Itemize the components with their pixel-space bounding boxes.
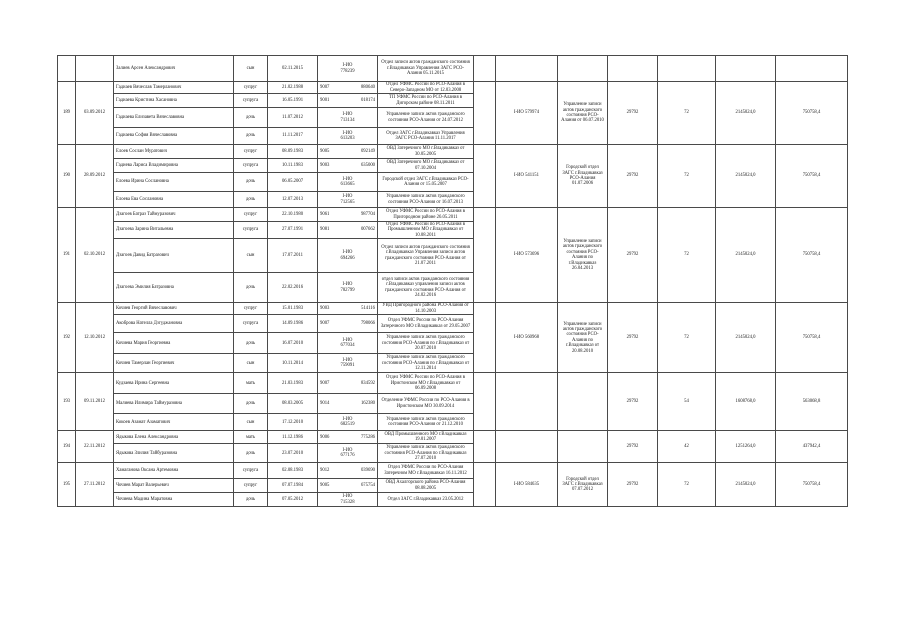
document-number-cell	[318, 373, 378, 394]
document-number-cell	[318, 273, 378, 303]
document-series: 9007	[320, 321, 330, 327]
record-date-cell: 02.10.2012	[76, 208, 114, 303]
document-number-cell	[318, 431, 378, 444]
document-number: 775286	[360, 434, 375, 440]
birth-date-cell: 21.03.1983	[268, 373, 318, 394]
certificate-cell: I-ИО 560968	[496, 303, 558, 373]
relation-cell: дочь	[234, 444, 268, 463]
birth-date-cell: 23.07.2010	[268, 444, 318, 463]
member-name-cell: Малиева Илимира Таймуразовна	[114, 394, 234, 414]
document-series: I-ИО	[342, 494, 353, 500]
issued-by-cell: Отдел ЗАГС г.Владикавказ 23.05.2012	[378, 493, 474, 507]
member-name-cell: Кочиев Георгий Вячеславович	[114, 303, 234, 315]
subsidy-cell: 750758,4	[776, 145, 848, 208]
document-number-cell	[318, 82, 378, 94]
document-number-cell	[318, 239, 378, 273]
member-name-cell: Елоева Ева Сослановна	[114, 192, 234, 208]
subsidy-cell: 750758,4	[776, 82, 848, 145]
birth-date-cell: 11.12.1986	[268, 431, 318, 444]
document-number: 007662	[360, 227, 375, 233]
issued-by-cell: Отдел УФМС России по РСО-Алания в Промышленном МО г.Владикавказ от 10.08.2011	[378, 222, 474, 239]
document-number-cell	[318, 493, 378, 507]
record-date-cell: 27.11.2012	[76, 463, 114, 507]
issued-by-cell: ОВД Затеречного МО г.Владикавказ от 07.10.2004	[378, 159, 474, 173]
relation-cell: мать	[234, 373, 268, 394]
member-name-cell: Хамаганова Оксана Артемовна	[114, 463, 234, 479]
area-cell	[608, 56, 658, 82]
issued-by-cell: Отдел УФМС России по РСО-Алания Затеречного МО г.Владикавказ от 29.05.2007	[378, 315, 474, 333]
record-number-cell: 190	[58, 145, 76, 208]
document-number-cell	[318, 315, 378, 333]
decision-cell: Городской отдел ЗАГС г.Владикавказ 07.07.2012	[558, 463, 608, 507]
area-cell: 29792	[608, 82, 658, 145]
table-row	[58, 82, 848, 94]
birth-date-cell: 27.07.1991	[268, 222, 318, 239]
empty-cell	[474, 208, 496, 303]
certificate-cell: I-ИО 579974	[496, 82, 558, 145]
document-series: 9012	[320, 468, 330, 474]
document-number: 677176	[340, 453, 355, 459]
member-name-cell: Чочиев Марат Валерьевич	[114, 479, 234, 493]
document-series: 9001	[320, 97, 330, 103]
document-number: 682519	[340, 422, 355, 428]
record-date-cell: 28.09.2012	[76, 145, 114, 208]
decision-cell: Городской отдел ЗАГС г.Владикавказ РСО-Алания 01.07.2006	[558, 145, 608, 208]
birth-date-cell: 17.12.2010	[268, 414, 318, 431]
issued-by-cell: ОВД Ахалгорского района РСО-Алания 08.08.2005	[378, 479, 474, 493]
issued-by-cell: ОВД Затеречного МО г.Владикавказ от 30.05.2005	[378, 145, 474, 159]
relation-cell: дочь	[234, 273, 268, 303]
document-series: 9014	[320, 401, 330, 407]
certificate-cell	[496, 373, 558, 431]
birth-date-cell: 02.11.2015	[268, 56, 318, 82]
birth-date-cell: 11.07.2012	[268, 108, 318, 128]
birth-date-cell: 16.07.2010	[268, 333, 318, 354]
issued-by-cell: ОВД Промышленного МО г.Владикавказ 19.01.2007	[378, 431, 474, 444]
member-name-cell: Гадиаев Вячеслав Тамерланович	[114, 82, 234, 94]
document-number-cell	[318, 414, 378, 431]
document-number-cell	[318, 333, 378, 354]
member-name-cell: Ядыкова Елена Александровна	[114, 431, 234, 444]
birth-date-cell: 15.01.1983	[268, 303, 318, 315]
document-number: 778239	[340, 68, 355, 74]
issued-by-cell: Отдел УФМС России по РСО-Алания в Пригородном районе 26.05.2011	[378, 208, 474, 222]
relation-cell: дочь	[234, 333, 268, 354]
document-number-cell	[318, 303, 378, 315]
area-cell: 29792	[608, 208, 658, 303]
document-number: 613203	[340, 136, 355, 141]
member-name-cell: Дзагоева Зарина Витальевна	[114, 222, 234, 239]
document-series: I-ИО	[342, 130, 353, 136]
issued-by-cell: Отдел УФМС России по РСО-Алания Затеречном МО г.Владикавказ 16.11.2012	[378, 463, 474, 479]
document-number: 987704	[360, 211, 375, 217]
empty-cell	[474, 56, 496, 82]
issued-by-cell: Управление записи актов гражданского состояния РСО-Алания от 16.07.2013	[378, 192, 474, 208]
document-number: 782799	[340, 287, 355, 293]
relation-cell: дочь	[234, 394, 268, 414]
relation-cell: сын	[234, 239, 268, 273]
subsidy-cell: 750758,4	[776, 208, 848, 303]
table-row	[58, 303, 848, 315]
issued-by-cell: Управление записи актов гражданского состояния РСО-Алания по г.Владикавказ от 12.11.2014	[378, 354, 474, 373]
certificate-cell: I-ИО 541151	[496, 145, 558, 208]
document-number-cell	[318, 444, 378, 463]
document-number-cell	[318, 394, 378, 414]
sum-cell: 2145024,0	[716, 303, 776, 373]
subsidy-cell	[776, 56, 848, 82]
sum-cell: 2145024,0	[716, 208, 776, 303]
birth-date-cell: 21.02.1988	[268, 82, 318, 94]
member-name-cell: Акоброва Нателла Дзгуджановна	[114, 315, 234, 333]
birth-date-cell: 08.09.1983	[268, 145, 318, 159]
document-series: 9081	[320, 227, 330, 233]
persons-cell: 72	[658, 145, 716, 208]
empty-cell	[474, 303, 496, 373]
relation-cell: дочь	[234, 192, 268, 208]
document-series: 9007	[320, 84, 330, 90]
issued-by-cell: ТП УФМС России по РСО-Алания в Дигорском районе 08.11.2011	[378, 94, 474, 108]
relation-cell: дочь	[234, 108, 268, 128]
issued-by-cell: УВД Пригородного района РСО-Алания от 14.10.2003	[378, 303, 474, 315]
document-number-cell	[318, 159, 378, 173]
decision-cell	[558, 56, 608, 82]
birth-date-cell: 07.07.1984	[268, 479, 318, 493]
document-number: 713134	[340, 117, 355, 123]
document-series: I-ИО	[342, 282, 353, 288]
record-number-cell: 192	[58, 303, 76, 373]
persons-cell: 72	[658, 208, 716, 303]
document-number: 798066	[360, 321, 375, 327]
birth-date-cell: 14.09.1986	[268, 315, 318, 333]
record-number-cell	[58, 56, 76, 82]
table-row	[58, 373, 848, 394]
record-number-cell: 191	[58, 208, 76, 303]
certificate-cell: I-ИО 584635	[496, 463, 558, 507]
document-number-cell	[318, 192, 378, 208]
birth-date-cell: 08.03.2005	[268, 394, 318, 414]
relation-cell: супруг	[234, 303, 268, 315]
sum-cell: 1608768,0	[716, 373, 776, 431]
document-number-cell	[318, 56, 378, 82]
empty-cell	[474, 463, 496, 507]
document-series: 9007	[320, 380, 330, 386]
issued-by-cell: Отдел УФМС России по РСО-Алания в Северо-Западном МО от 12.03.2008	[378, 82, 474, 94]
birth-date-cell: 02.08.1983	[268, 463, 318, 479]
area-cell: 29792	[608, 463, 658, 507]
issued-by-cell: Городской отдел ЗАГС г.Владикавказ РСО-Алания от 15.05.2007	[378, 173, 474, 192]
document-series: 9003	[320, 162, 330, 168]
record-date-cell: 12.10.2012	[76, 303, 114, 373]
record-date-cell	[76, 56, 114, 82]
empty-cell	[474, 431, 496, 463]
subsidy-cell: 750758,4	[776, 463, 848, 507]
document-number: 712565	[340, 199, 355, 205]
document-series: 9005	[320, 483, 330, 489]
document-series: I-ИО	[342, 357, 353, 363]
issued-by-cell: Управление записи актов гражданского состояния РСО-Алания по г.Владикавказ от 20.07.2010	[378, 333, 474, 354]
document-series: I-ИО	[342, 416, 353, 422]
sum-cell: 2145024,0	[716, 463, 776, 507]
birth-date-cell: 10.11.1983	[268, 159, 318, 173]
persons-cell: 54	[658, 373, 716, 431]
document-number-cell	[318, 173, 378, 192]
member-name-cell: Дзагоев Батраз Таймуразович	[114, 208, 234, 222]
document-series: I-ИО	[342, 194, 353, 200]
member-name-cell: Кудзаева Ирина Сергеевна	[114, 373, 234, 394]
subsidy-cell: 437942,4	[776, 431, 848, 463]
persons-cell: 72	[658, 82, 716, 145]
relation-cell: дочь	[234, 493, 268, 507]
table-row	[58, 463, 848, 479]
document-number: 834592	[360, 380, 375, 386]
issued-by-cell: Управление записи актов гражданского состояния РСО-Алания от 21.12.2010	[378, 414, 474, 431]
document-number-cell	[318, 128, 378, 145]
area-cell: 29792	[608, 373, 658, 431]
document-number: 039690	[360, 468, 375, 474]
birth-date-cell: 12.07.2013	[268, 192, 318, 208]
relation-cell: супруг	[234, 145, 268, 159]
document-series: I-ИО	[342, 176, 353, 182]
member-name-cell: Кочиев Тамерлан Георгиевич	[114, 354, 234, 373]
document-number: 635000	[360, 162, 375, 168]
empty-cell	[474, 373, 496, 431]
table-row	[58, 56, 848, 82]
relation-cell: супруга	[234, 159, 268, 173]
issued-by-cell: Отдел записи актов гражданского состояния г.Владикавказ Управления ЗАГС РСО-Алания 05.11.2015	[378, 56, 474, 82]
relation-cell: супруга	[234, 463, 268, 479]
record-number-cell: 189	[58, 82, 76, 145]
document-number-cell	[318, 479, 378, 493]
record-number-cell: 195	[58, 463, 76, 507]
persons-cell: 42	[658, 431, 716, 463]
relation-cell: дочь	[234, 128, 268, 145]
record-date-cell: 03.09.2012	[76, 82, 114, 145]
certificate-cell	[496, 431, 558, 463]
member-name-cell: Залиев Арсен Александрович	[114, 56, 234, 82]
housing-registry-table	[57, 55, 848, 507]
birth-date-cell: 16.05.1991	[268, 94, 318, 108]
persons-cell: 72	[658, 303, 716, 373]
member-name-cell: Гадиева Лариса Владимировна	[114, 159, 234, 173]
sum-cell: 1251264,0	[716, 431, 776, 463]
birth-date-cell: 10.11.2014	[268, 354, 318, 373]
issued-by-cell: Отдел УФМС России по РСО-Алания в Иристонском МО г.Владикавказ от 06.09.2008	[378, 373, 474, 394]
decision-cell: Управление записи актов гражданского состояния РСО-Алания по г.Владикавказ 26.04.2013	[558, 208, 608, 303]
sum-cell: 2145024,0	[716, 82, 776, 145]
area-cell: 29792	[608, 431, 658, 463]
document-sheet	[57, 55, 847, 507]
document-series: I-ИО	[342, 447, 353, 453]
issued-by-cell: Отдел записи актов гражданского состояния г.Владикавказ Управления записи актов гражданского состояния РСО-Алания от 21.07.2011	[378, 239, 474, 273]
relation-cell: сын	[234, 354, 268, 373]
certificate-cell	[496, 56, 558, 82]
issued-by-cell: Отделение УФМС России по РСО-Алания в Иристонском МО 30.09.2014	[378, 394, 474, 414]
relation-cell: сын	[234, 56, 268, 82]
area-cell: 29792	[608, 145, 658, 208]
member-name-cell: Елоева Ирина Сослановна	[114, 173, 234, 192]
document-series: I-ИО	[342, 63, 353, 69]
document-number: 677034	[340, 343, 355, 349]
relation-cell: дочь	[234, 173, 268, 192]
document-series: I-ИО	[342, 112, 353, 118]
document-number: 759091	[340, 363, 355, 369]
decision-cell	[558, 431, 608, 463]
decision-cell: Управление записи актов гражданского состояния РСО-Алания по г.Владикавказ от 20.08.2010	[558, 303, 608, 373]
relation-cell: сын	[234, 414, 268, 431]
document-number-cell	[318, 222, 378, 239]
document-series: 9003	[320, 306, 330, 312]
member-name-cell: Елоев Сослан Муратович	[114, 145, 234, 159]
document-number-cell	[318, 463, 378, 479]
issued-by-cell: Управление записи актов гражданского состояния РСО-Алания по г.Владикавказ 27.07.2010	[378, 444, 474, 463]
document-number-cell	[318, 145, 378, 159]
relation-cell: супруг	[234, 82, 268, 94]
record-number-cell: 193	[58, 373, 76, 431]
relation-cell: супруг	[234, 479, 268, 493]
member-name-cell: Чочиева Мадина Маратовна	[114, 493, 234, 507]
document-number: 162380	[360, 401, 375, 407]
table-row	[58, 431, 848, 444]
document-series: 9005	[320, 148, 330, 154]
document-series: I-ИО	[342, 250, 353, 256]
document-number: 092149	[360, 148, 375, 154]
document-number: 880640	[360, 84, 375, 90]
record-date-cell: 22.11.2012	[76, 431, 114, 463]
subsidy-cell: 750758,4	[776, 303, 848, 373]
document-number-cell	[318, 354, 378, 373]
sum-cell: 2145024,0	[716, 145, 776, 208]
document-number: 613665	[340, 182, 355, 187]
decision-cell: Управление записи актов гражданского состояния РСО-Алания от 06.07.2010	[558, 82, 608, 145]
relation-cell: супруг	[234, 208, 268, 222]
document-number-cell	[318, 94, 378, 108]
document-number-cell	[318, 108, 378, 128]
document-series: 9061	[320, 211, 330, 217]
certificate-cell: I-ИО 573696	[496, 208, 558, 303]
persons-cell: 72	[658, 463, 716, 507]
member-name-cell: Ядыкова Злилия Тайбуразовна	[114, 444, 234, 463]
member-name-cell: Кокоев Азамат Азаматович	[114, 414, 234, 431]
member-name-cell: Кочиева Мария Георгиевна	[114, 333, 234, 354]
member-name-cell: Гадиаева Кристина Хасановна	[114, 94, 234, 108]
record-date-cell: 09.11.2012	[76, 373, 114, 431]
issued-by-cell: Управление записи актов гражданского состояния РСО-Алания от 24.07.2012	[378, 108, 474, 128]
relation-cell: супруга	[234, 315, 268, 333]
member-name-cell: Дзагоев Давид Батразович	[114, 239, 234, 273]
table-row	[58, 208, 848, 222]
relation-cell: мать	[234, 431, 268, 444]
birth-date-cell: 17.07.2011	[268, 239, 318, 273]
member-name-cell: Дзагоева Эмилия Батразовна	[114, 273, 234, 303]
birth-date-cell: 22.10.1980	[268, 208, 318, 222]
birth-date-cell: 06.05.2007	[268, 173, 318, 192]
relation-cell: супруга	[234, 222, 268, 239]
empty-cell	[474, 82, 496, 145]
document-number-cell	[318, 208, 378, 222]
document-number: 694266	[340, 255, 355, 261]
document-number: 715328	[340, 499, 355, 505]
issued-by-cell: Отдел ЗАГС г.Владикавказ Управления ЗАГС РСО-Алания 11.11.2017	[378, 128, 474, 145]
subsidy-cell: 563068,8	[776, 373, 848, 431]
birth-date-cell: 07.05.2012	[268, 493, 318, 507]
record-number-cell: 194	[58, 431, 76, 463]
document-series: 9006	[320, 434, 330, 440]
member-name-cell: Гадиаева София Вячеславовна	[114, 128, 234, 145]
area-cell: 29792	[608, 303, 658, 373]
birth-date-cell: 22.02.2016	[268, 273, 318, 303]
member-name-cell: Гадиаева Елизавета Вячеславовна	[114, 108, 234, 128]
decision-cell	[558, 373, 608, 431]
document-number: 018174	[360, 97, 375, 103]
document-number: 675754	[360, 483, 375, 489]
persons-cell	[658, 56, 716, 82]
empty-cell	[474, 145, 496, 208]
document-number: 514116	[361, 306, 375, 312]
birth-date-cell: 11.11.2017	[268, 128, 318, 145]
relation-cell: супруга	[234, 94, 268, 108]
issued-by-cell: отдел записи актов гражданского состояния г.Владикавказ управления записи актов гражданского состояния РСО-Алания от 24.02.2016	[378, 273, 474, 303]
sum-cell	[716, 56, 776, 82]
document-series: I-ИО	[342, 337, 353, 343]
table-row	[58, 145, 848, 159]
